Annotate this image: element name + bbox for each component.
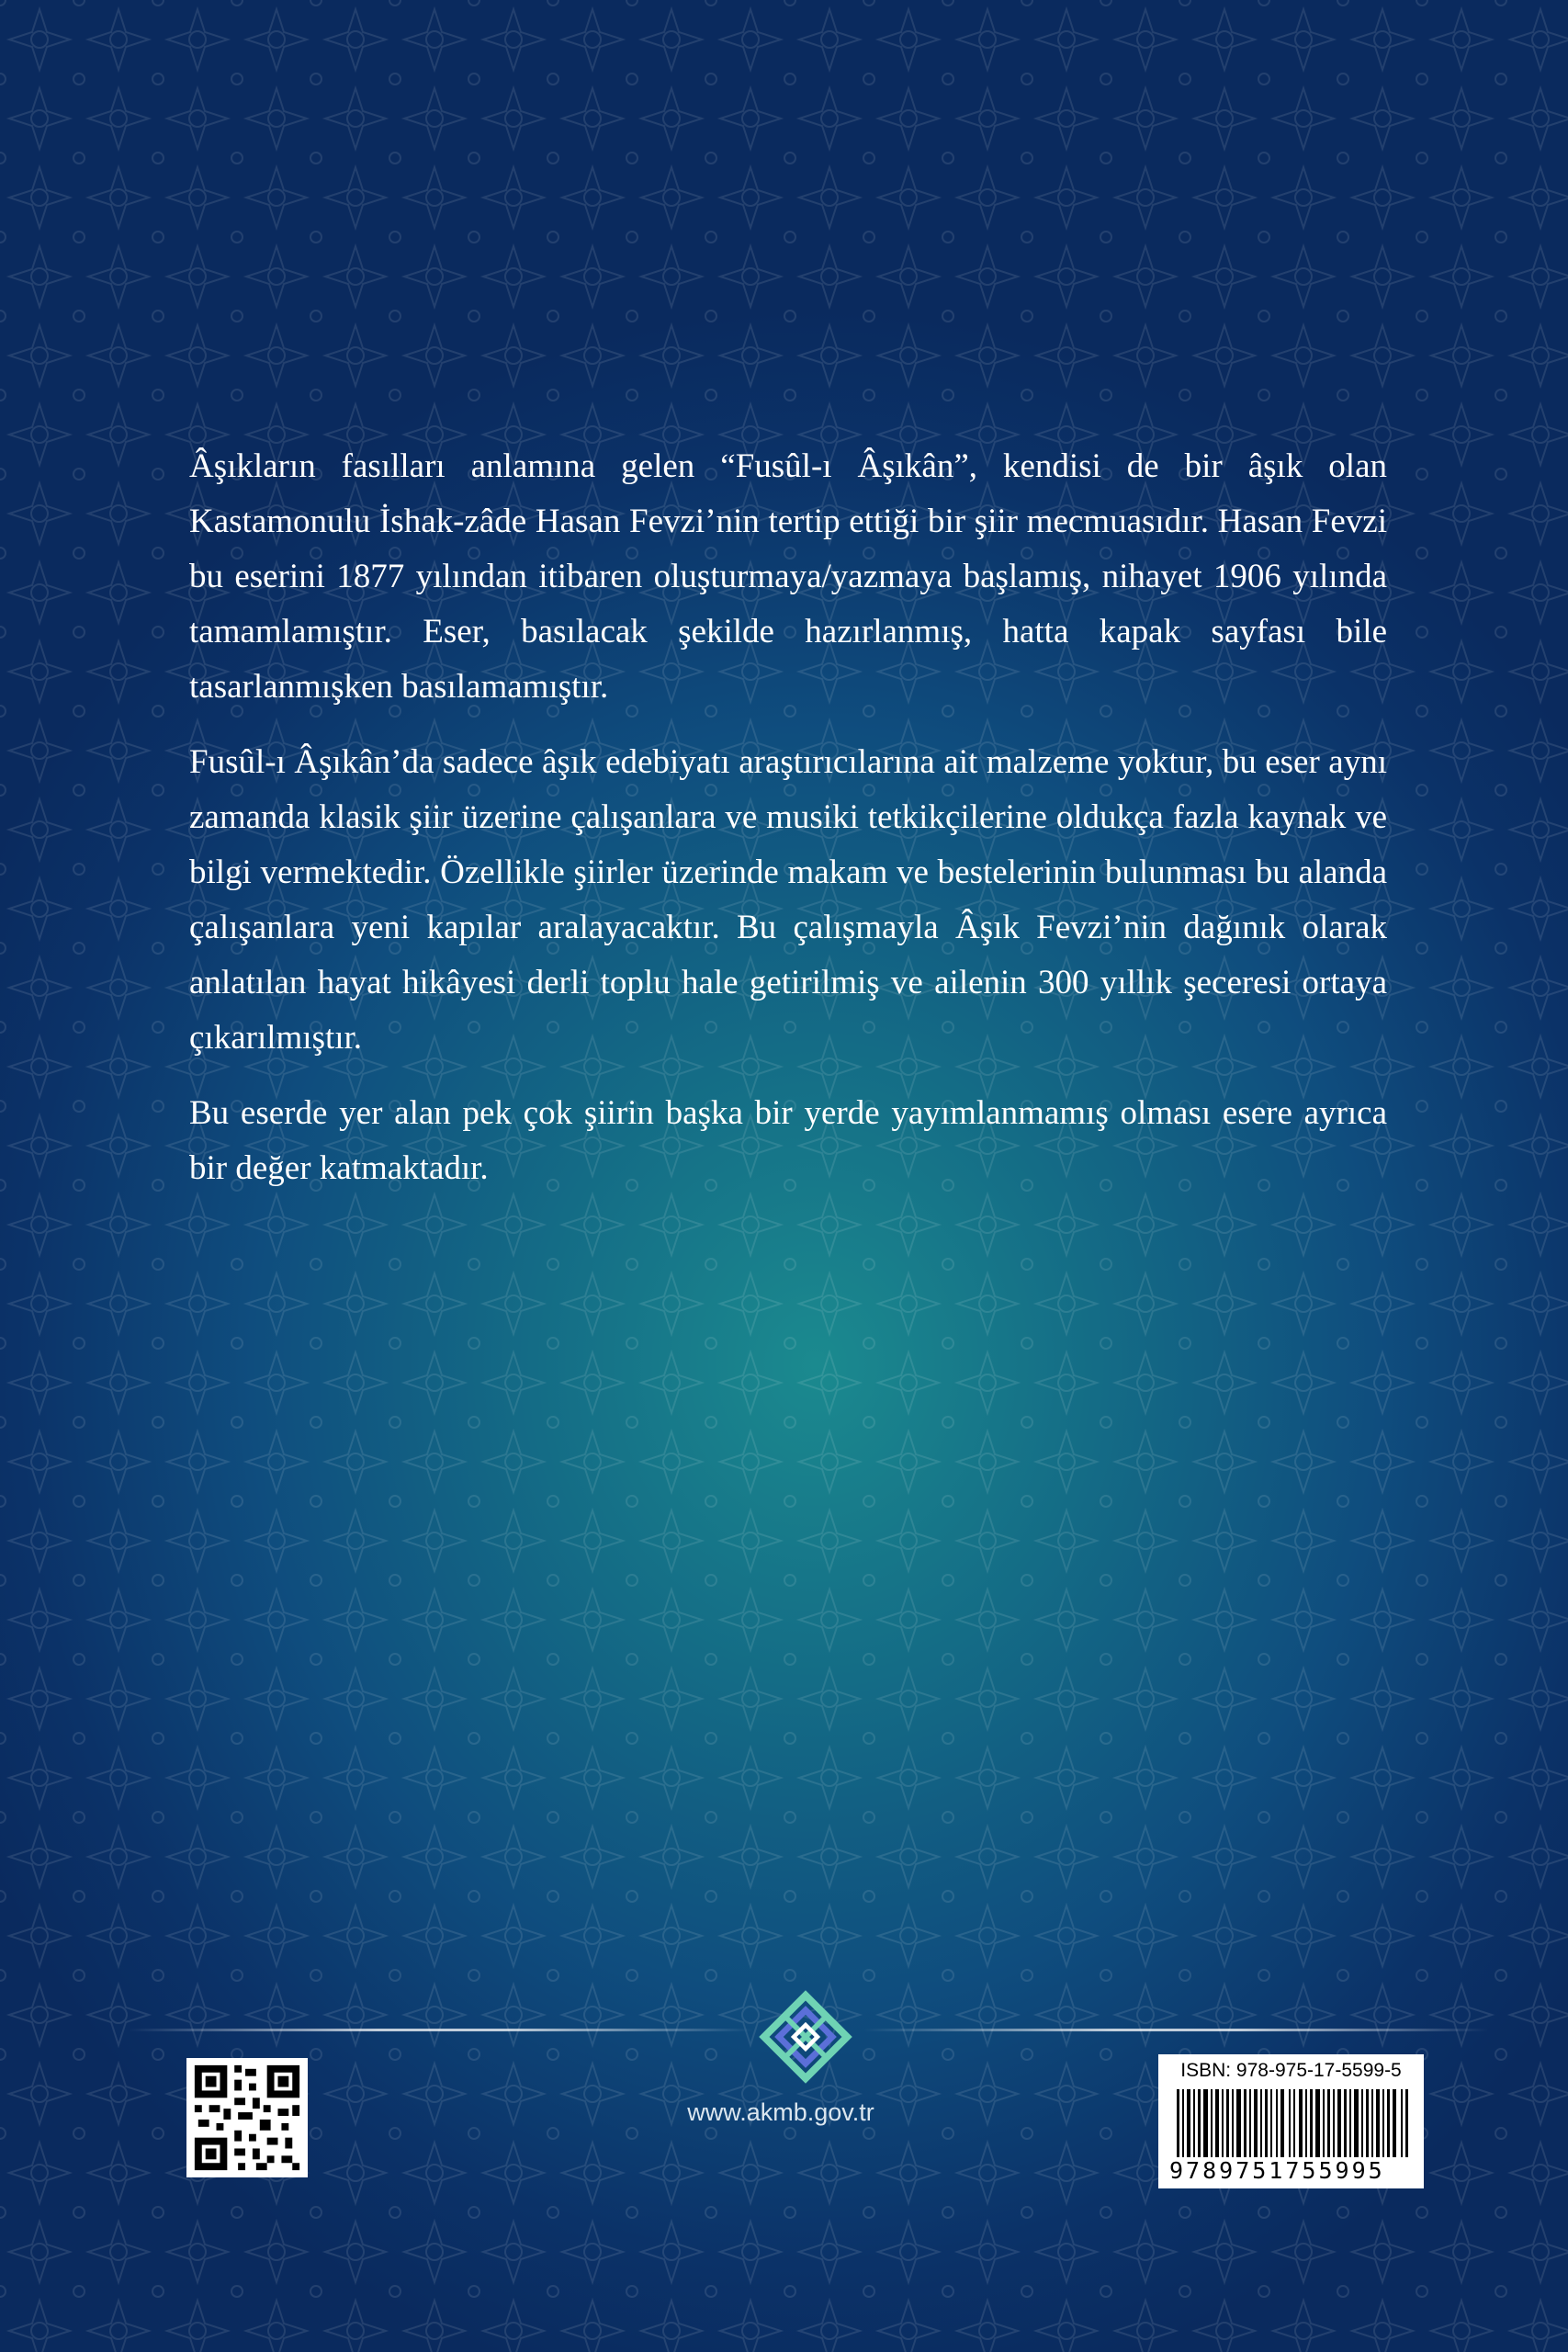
paragraph-2: Fusûl-ı Âşıkân’da sadece âşık edebiyatı araştırıcılarına ait malzeme yoktur, bu eser aynı zamanda klasik şiir üzerine çalışanlara ve musiki tetkikçilerine oldukça fazla kaynak ve bilgi vermektedir. Özellikle şiirler üzerinde makam ve bestelerinin bulunması bu alanda çalışanlara yeni kapılar aralayacaktır. Bu çalışmayla Âşık Fevzi’nin dağınık olarak anlatılan hayat hikâyesi derli toplu hale getirilmiş ve ailenin 300 yıllık şeceresi ortaya çıkarılmıştır. <box>189 743 1387 1057</box>
barcode-digits: 9789751755995 <box>1169 2157 1417 2185</box>
isbn-label: ISBN: 978-975-17-5599-5 <box>1180 2060 1402 2081</box>
website-link[interactable]: www.akmb.gov.tr <box>687 2098 874 2126</box>
akmb-knot-logo-icon <box>753 1984 858 2089</box>
back-cover-text <box>189 439 1387 1216</box>
qr-code-icon[interactable] <box>186 2058 308 2177</box>
paragraph-3: Bu eserde yer alan pek çok şiirin başka bir yerde yayımlanmamış olması esere ayrıca bir değer katmaktadır. <box>189 1094 1387 1187</box>
paragraph-1: Âşıkların fasılları anlamına gelen “Fusûl-ı Âşıkân”, kendisi de bir âşık olan Kastamonulu İshak-zâde Hasan Fevzi’nin tertip ettiği bir şiir mecmuasıdır. Hasan Fevzi bu eserini 1877 yılından itibaren oluşturmaya/yazmaya başlamış, nihayet 1906 yılında tamamlamıştır. Eser, basılacak şekilde hazırlanmış, hatta kapak sayfası bile tasarlanmışken basılamamıştır. <box>189 447 1387 706</box>
divider-left <box>129 2029 753 2031</box>
isbn-barcode-box <box>1158 2054 1424 2188</box>
divider-right <box>863 2029 1488 2031</box>
